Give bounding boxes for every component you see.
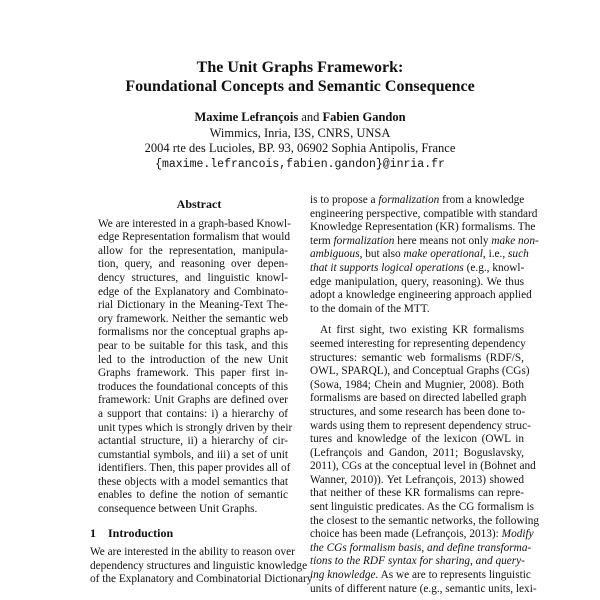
text-line: identifiers. Then, this paper provides all of bbox=[98, 462, 291, 475]
email: {maxime.lefrancois,fabien.gandon}@inria.fr bbox=[155, 157, 445, 171]
text-line: that it supports logical operations (e.g., knowl- bbox=[310, 261, 525, 274]
text-line: framework: Unit Graphs are defined over bbox=[98, 394, 288, 407]
text-line: tion, query, and reasoning over depen- bbox=[98, 258, 288, 271]
text-line: the closest to the semantic networks, the following bbox=[310, 514, 540, 527]
text-line: sent linguistic predicates. As the CG formalism is bbox=[310, 501, 535, 514]
text-line: unit types which is strongly driven by their bbox=[98, 421, 293, 434]
text-line: formalisms nor the conceptual graphs ap- bbox=[98, 326, 288, 339]
text-line: We are interested in the ability to reason over bbox=[90, 546, 295, 559]
text-line: edge of the Explanatory and Combinato- bbox=[98, 285, 288, 298]
author-2: Fabien Gandon bbox=[322, 110, 406, 124]
text-line: structures, and some research has been done to- bbox=[310, 405, 526, 418]
text-line: structures: semantic web formalisms (RDF/S, bbox=[310, 351, 524, 364]
text-line: of the Explanatory and Combinatorial Dictionary bbox=[90, 573, 313, 586]
text-line: consequence between Unit Graphs. bbox=[98, 503, 258, 516]
section-number: 1 bbox=[90, 525, 96, 540]
text-line: adopt a knowledge engineering approach applied bbox=[310, 289, 532, 302]
text-line: formalisms are based on directed labelled graph bbox=[310, 392, 527, 405]
right-column bbox=[310, 194, 540, 596]
text-line: these objects with a model semantics that bbox=[98, 475, 288, 488]
text-line: Knowledge Representation (KR) formalisms. The bbox=[310, 221, 536, 234]
paper-title bbox=[0, 58, 600, 96]
text-line: term formalization here means not only make non- bbox=[310, 234, 539, 247]
text-line: dency structures, and linguistic knowl- bbox=[98, 271, 288, 284]
text-line: seemed interesting for representing dependency bbox=[310, 337, 526, 350]
introduction-body bbox=[90, 546, 313, 587]
text-line: units of different nature (e.g., semantic units, lexi- bbox=[310, 582, 537, 595]
abstract-heading: Abstract bbox=[176, 197, 222, 211]
author-1: Maxime Lefrançois bbox=[194, 110, 299, 124]
text-line: that neither of these KR formalisms can repre- bbox=[310, 487, 524, 500]
text-line: engineering perspective, compatible with standard bbox=[310, 207, 538, 220]
author-names bbox=[0, 110, 600, 126]
text-line: (Lefrançois and Gandon, 2011; Boguslavsky, bbox=[310, 446, 524, 459]
abstract-body bbox=[90, 217, 293, 517]
text-line: OWL, SPARQL), and Conceptual Graphs (CGs) bbox=[310, 365, 530, 378]
text-line: At first sight, two existing KR formalisms bbox=[320, 324, 524, 337]
title-line-1: The Unit Graphs Framework: bbox=[196, 59, 404, 76]
text-line: a support that contains: i) a hierarchy of bbox=[98, 407, 288, 420]
text-line: dependency structures and linguistic knowledge bbox=[90, 559, 308, 572]
text-line: Wanner, 2010)). Yet Lefrançois, 2013) showed bbox=[310, 473, 524, 486]
text-line: tions to the RDF syntax for sharing, and query- bbox=[310, 555, 525, 568]
text-line: choice has been made (Lefrançois, 2013): Modify bbox=[310, 528, 534, 541]
address: 2004 rte des Lucioles, BP. 93, 06902 Sophia Antipolis, France bbox=[144, 141, 456, 155]
left-column bbox=[90, 197, 313, 587]
text-line: tures and knowledge of the lexicon (OWL in bbox=[310, 433, 524, 446]
text-line: troduces the foundational concepts of this bbox=[98, 380, 288, 393]
text-line: the CGs formalism basis, and define transforma- bbox=[310, 541, 532, 554]
text-line: cumstantial symbols, and iii) a set of unit bbox=[98, 448, 288, 461]
text-line: ambiguous, but also make operational, i.e., such bbox=[310, 248, 529, 261]
text-line: to the domain of the MTT. bbox=[310, 302, 430, 315]
text-line: edge Representation formalism that would bbox=[98, 231, 290, 244]
text-line: ing knowledge. As we are to represents linguistic bbox=[310, 569, 531, 582]
text-line: (Sowa, 1984; Chein and Mugnier, 2008). Both bbox=[310, 378, 524, 391]
text-line: ory framework. Neither the semantic web bbox=[98, 312, 288, 325]
author-conjunction: and bbox=[301, 110, 320, 124]
section-heading-introduction bbox=[90, 527, 288, 541]
text-line: led to the introduction of the new Unit bbox=[98, 353, 288, 366]
text-line: 2011), CGs at the conceptual level in (Bohnet and bbox=[310, 460, 536, 473]
text-line: Graphs framework. This paper first in- bbox=[98, 367, 288, 380]
text-line: enables to define the notion of semantic bbox=[98, 489, 288, 502]
text-line: rial Dictionary in the Meaning-Text The- bbox=[98, 299, 288, 312]
text-line: actantial structure, ii) a hierarchy of cir- bbox=[98, 435, 288, 448]
paragraph-1 bbox=[310, 194, 539, 316]
title-line-2: Foundational Concepts and Semantic Consequence bbox=[125, 78, 475, 95]
affiliation: Wimmics, Inria, I3S, CNRS, UNSA bbox=[209, 125, 391, 140]
text-line: We are interested in a graph-based Knowl- bbox=[98, 217, 291, 230]
text-line: wards using them to represent dependency struc- bbox=[310, 419, 531, 432]
section-title: Introduction bbox=[108, 525, 174, 540]
author-block bbox=[0, 110, 600, 172]
text-line: pear to be suitable for this task, and this bbox=[98, 339, 288, 352]
text-line: edge manipulation, query, reasoning). We thus bbox=[310, 275, 524, 288]
text-line: is to propose a formalization from a knowledge bbox=[310, 194, 525, 206]
text-line: allow for the representation, manipula- bbox=[98, 244, 288, 257]
paragraph-2 bbox=[310, 324, 540, 596]
